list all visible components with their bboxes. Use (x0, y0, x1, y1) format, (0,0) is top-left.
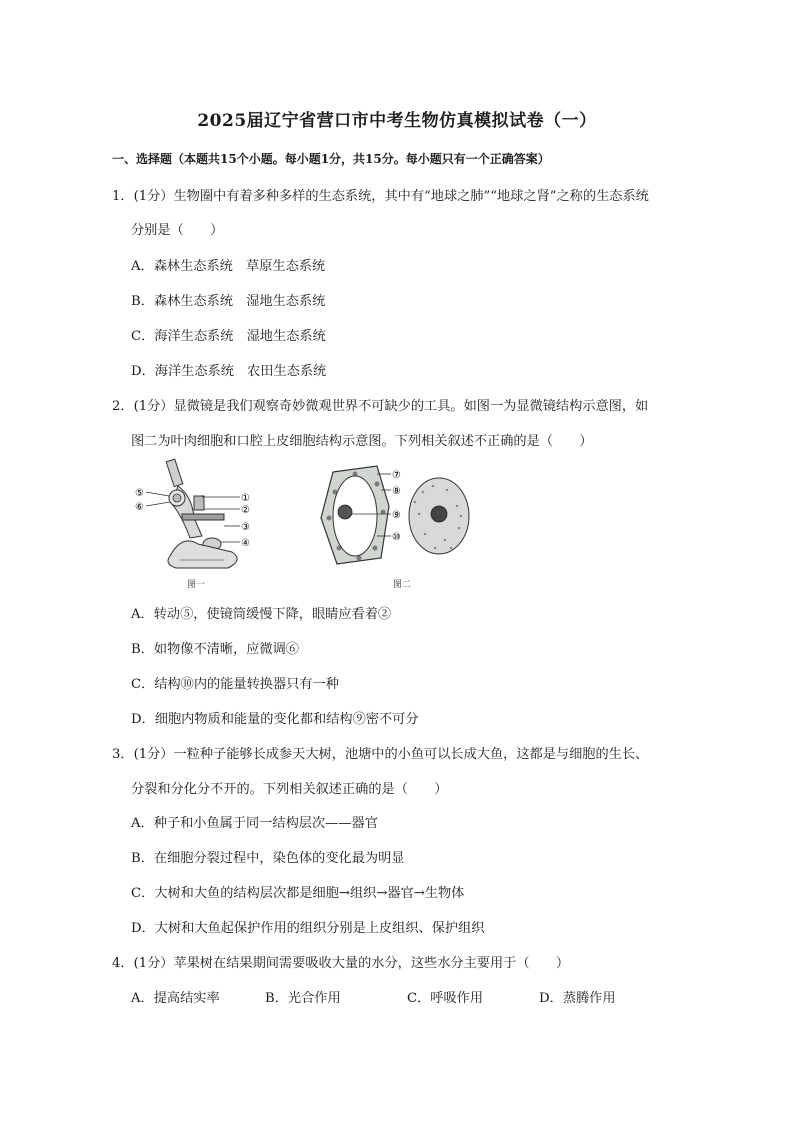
question-1-option-a: A．森林生态系统 草原生态系统 (131, 259, 326, 274)
figure-1-caption: 图一 (187, 580, 206, 590)
fig1-label-5: ⑤ (135, 488, 144, 499)
microscope-figure (132, 456, 267, 588)
question-2-option-a: A．转动⑤，使镜筒缓慢下降，眼睛应看着② (131, 607, 392, 622)
question-4-option-a: A．提高结实率 (131, 991, 220, 1006)
cell-diagram (315, 462, 475, 570)
fig2-label-10: ⑩ (392, 532, 401, 543)
question-2-option-d: D．细胞内物质和能量的变化都和结构⑨密不可分 (131, 712, 419, 727)
question-2-stem-cont: 图二为叶肉细胞和口腔上皮细胞结构示意图。下列相关叙述不正确的是（ ） (131, 434, 593, 449)
question-2-stem: 2．(1分）显微镜是我们观察奇妙微观世界不可缺少的工具。如图一为显微镜结构示意图，如 (112, 399, 649, 414)
question-3-option-c: C．大树和大鱼的结构层次都是细胞→组织→器官→生物体 (131, 886, 465, 901)
fig1-label-6: ⑥ (135, 502, 144, 513)
question-3-option-b: B．在细胞分裂过程中，染色体的变化最为明显 (131, 851, 405, 866)
question-4-stem: 4．(1分）苹果树在结果期间需要吸收大量的水分，这些水分主要用于（ ） (112, 956, 570, 971)
question-4-option-d: D．蒸腾作用 (539, 991, 616, 1006)
question-2-option-b: B．如物像不清晰，应微调⑥ (131, 642, 299, 657)
page-title: 2025届辽宁省营口市中考生物仿真模拟试卷（一） (197, 111, 597, 131)
cell-figure (315, 462, 475, 570)
fig1-label-1: ① (241, 493, 250, 504)
question-1-option-d: D．海洋生态系统 农田生态系统 (131, 364, 327, 379)
section-heading: 一、选择题（本题共15个小题。每小题1分，共15分。每小题只有一个正确答案） (112, 152, 550, 166)
question-2-option-c: C．结构⑩内的能量转换器只有一种 (131, 677, 339, 692)
fig1-label-3: ③ (241, 522, 250, 533)
question-3-option-d: D．大树和大鱼起保护作用的组织分别是上皮组织、保护组织 (131, 921, 485, 936)
microscope-diagram (132, 456, 267, 588)
fig2-label-9: ⑨ (392, 510, 401, 521)
question-1-option-b: B．森林生态系统 湿地生态系统 (131, 294, 326, 309)
question-3-option-a: A．种子和小鱼属于同一结构层次——器官 (131, 816, 378, 831)
question-1-stem: 1．(1分）生物圈中有着多种多样的生态系统，其中有“地球之肺”“地球之肾”之称的生态系统 (112, 189, 649, 204)
question-3-stem: 3．(1分）一粒种子能够长成参天大树，池塘中的小鱼可以长成大鱼，这都是与细胞的生长、 (112, 747, 649, 762)
question-3-stem-cont: 分裂和分化分不开的。下列相关叙述正确的是（ ） (131, 782, 448, 797)
fig1-label-4: ④ (241, 538, 250, 549)
fig1-label-2: ② (241, 505, 250, 516)
question-4-option-b: B．光合作用 (265, 991, 341, 1006)
question-4-option-c: C．呼吸作用 (407, 991, 484, 1006)
fig2-label-8: ⑧ (392, 486, 401, 497)
question-1-option-c: C．海洋生态系统 湿地生态系统 (131, 329, 326, 344)
figure-2-caption: 图二 (393, 580, 412, 590)
fig2-label-7: ⑦ (392, 470, 401, 481)
question-1-stem-cont: 分别是（ ） (131, 223, 224, 238)
